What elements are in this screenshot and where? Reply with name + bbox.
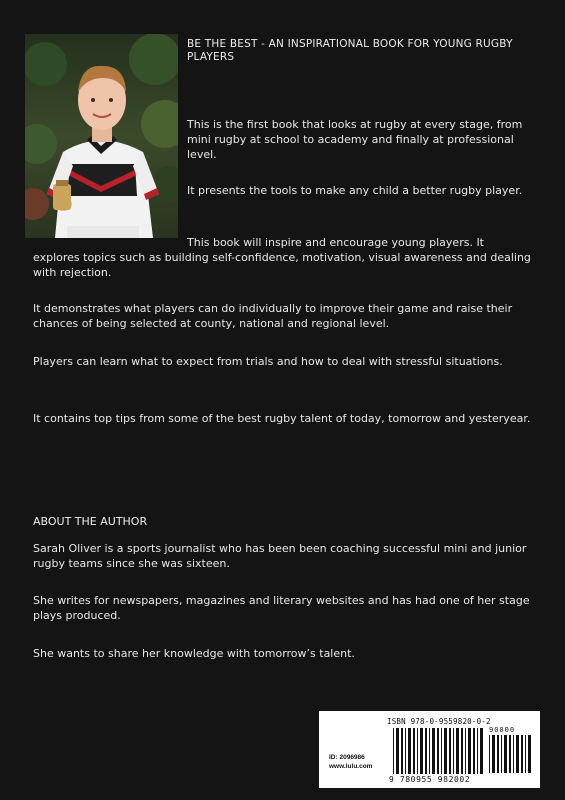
barcode-bar xyxy=(405,728,406,774)
barcode-bar xyxy=(492,735,495,773)
barcode-bar xyxy=(509,735,511,773)
boy-rugby-player-image xyxy=(25,34,178,238)
barcode-bar xyxy=(432,728,435,774)
addon-price: 90000 xyxy=(489,726,516,734)
description-paragraph-2: It presents the tools to make any child a better rugby player. xyxy=(187,184,523,197)
ean-barcode xyxy=(393,728,485,774)
barcode-bar xyxy=(489,735,490,773)
barcode-bar xyxy=(468,728,471,774)
description-paragraph-3-rest: explores topics such as building self-confidence, motivation, visual awareness and dealing with rejection. xyxy=(33,251,531,279)
barcode-bar xyxy=(417,728,418,774)
ean-digits: 9 780955 982002 xyxy=(389,775,471,784)
isbn-text: ISBN 978-0-9559820-0-2 xyxy=(387,717,491,726)
barcode-bar xyxy=(425,728,427,774)
description-paragraph-5: Players can learn what to expect from trials and how to deal with stressful situations. xyxy=(33,355,503,368)
barcode-bar xyxy=(504,735,507,773)
barcode-bar xyxy=(516,735,519,773)
author-bio-2: She writes for newspapers, magazines and literary websites and has had one of her stage plays produced. xyxy=(33,594,530,622)
barcode-bar xyxy=(525,735,526,773)
description-paragraph-6: It contains top tips from some of the best rugby talent of today, tomorrow and yesteryear. xyxy=(33,412,531,425)
lulu-id-number: ID: 2096986 xyxy=(329,754,365,761)
barcode-bar xyxy=(473,728,475,774)
description-paragraph-3-start: This book will inspire and encourage young players. It xyxy=(187,236,484,249)
barcode-bar xyxy=(513,735,514,773)
author-bio-3: She wants to share her knowledge with tomorrow’s talent. xyxy=(33,647,355,660)
barcode-bar xyxy=(461,728,463,774)
barcode-bar xyxy=(441,728,442,774)
barcode-bar xyxy=(444,728,447,774)
barcode-bar xyxy=(413,728,415,774)
book-title: BE THE BEST - AN INSPIRATIONAL BOOK FOR YOUNG RUGBY PLAYERS xyxy=(187,38,513,63)
description-paragraph-1: This is the first book that looks at rugby at every stage, from mini rugby at school to academy and finally at professional level. xyxy=(187,118,523,161)
lulu-id xyxy=(329,753,372,771)
barcode-bar xyxy=(465,728,466,774)
about-author-heading: ABOUT THE AUTHOR xyxy=(33,515,148,528)
lulu-website: www.lulu.com xyxy=(329,763,373,770)
barcode-bar xyxy=(396,728,399,774)
barcode-bar xyxy=(456,728,459,774)
barcode-bar xyxy=(393,728,394,774)
barcode-bar xyxy=(480,728,483,774)
author-photo xyxy=(25,34,178,238)
barcode-bar xyxy=(453,728,454,774)
barcode-bar xyxy=(521,735,523,773)
barcode-panel xyxy=(319,711,540,788)
barcode-bar xyxy=(401,728,403,774)
description-paragraph-4: It demonstrates what players can do individually to improve their game and raise their chances of being selected at county, national and regional level. xyxy=(33,302,513,330)
barcode-bar xyxy=(437,728,439,774)
barcode-bar xyxy=(449,728,451,774)
barcode-bar xyxy=(477,728,478,774)
barcode-bar xyxy=(408,728,411,774)
barcode-bar xyxy=(420,728,423,774)
barcode-bar xyxy=(497,735,499,773)
barcode-bar xyxy=(501,735,502,773)
barcode-bar xyxy=(429,728,430,774)
barcode-bar xyxy=(528,735,531,773)
addon-barcode xyxy=(489,735,531,773)
author-bio-1: Sarah Oliver is a sports journalist who has been been coaching successful mini and junior rugby teams since she was sixteen. xyxy=(33,542,527,570)
